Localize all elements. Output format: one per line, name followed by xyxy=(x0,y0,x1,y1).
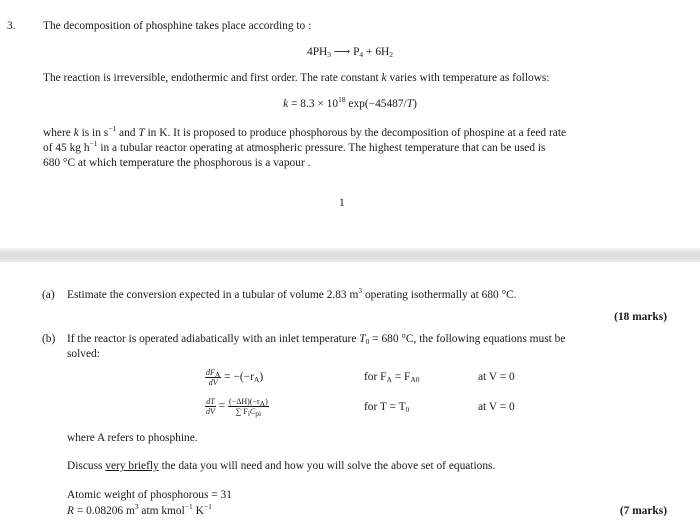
question-number: 3. xyxy=(7,20,16,32)
reaction-desc-k: k xyxy=(381,72,387,84)
part-b-line1-b: = 680 °C, the following equations must be xyxy=(369,333,566,345)
paragraph-line-1 xyxy=(43,126,566,141)
ode2-eq: = xyxy=(218,400,226,413)
part-b-line1-a: If the reactor is operated adiabatically with an inlet temperature xyxy=(67,333,360,345)
para2-a: of 45 kg h xyxy=(43,142,90,154)
product2-sub: 2 xyxy=(389,50,393,59)
gas-constant-c: atm kmol xyxy=(138,505,185,517)
ode-1 xyxy=(205,368,263,387)
ode1-rhs-close: ) xyxy=(259,371,264,384)
plus-sign: + xyxy=(366,46,373,58)
atomic-weight: Atomic weight of phosphorous = 31 xyxy=(67,489,232,501)
rate-rhs: exp(−45487/ xyxy=(345,98,407,110)
ode2-rhs-num-close: ) xyxy=(265,397,268,406)
part-a-marks: (18 marks) xyxy=(614,311,667,323)
part-b-marks: (7 marks) xyxy=(619,505,667,517)
gas-constant-b: = 0.08206 m xyxy=(73,505,135,517)
part-b-T0-sub: 0 xyxy=(365,337,370,346)
part-b-label: (b) xyxy=(42,333,56,345)
para1-T: T xyxy=(138,127,145,139)
rate-T: T xyxy=(406,98,414,110)
ode2-rhs-den-c-sub: pi xyxy=(255,409,262,418)
para1-sup: −1 xyxy=(108,124,117,133)
product1: P xyxy=(353,46,360,58)
ode2-den: dV xyxy=(206,407,215,416)
ode1-cond-eq: = F xyxy=(391,371,411,383)
ode1-cond: for F xyxy=(364,371,387,383)
discuss-text xyxy=(67,459,495,474)
ode1-cond-sub: A xyxy=(386,375,392,384)
ode1-num: dF xyxy=(206,368,215,377)
ode1-cond-sub2: A0 xyxy=(410,375,420,384)
ode2-rhs-den: ∑ F xyxy=(235,407,248,416)
gas-constant-sup3: −1 xyxy=(203,502,212,511)
para2-sup: −1 xyxy=(89,139,98,148)
reaction-desc-b: varies with temperature as follows: xyxy=(389,72,550,84)
ode1-den: dV xyxy=(208,378,218,387)
intro-text: The decomposition of phosphine takes place according to : xyxy=(43,20,312,32)
page-gap xyxy=(0,248,700,262)
gas-constant-sup2: −1 xyxy=(184,502,193,511)
product2: 6H xyxy=(375,46,390,58)
rate-equation xyxy=(0,97,700,112)
ode2-rhs-den-c: C xyxy=(249,407,256,416)
reactant: 4PH xyxy=(307,46,328,58)
reaction-arrow: ⟶ xyxy=(333,46,351,58)
ode-1-condition xyxy=(364,370,420,385)
gas-constant xyxy=(67,504,212,519)
rate-exp: 18 xyxy=(338,95,346,104)
page-number: 1 xyxy=(339,197,345,209)
discuss-b: the data you will need and how you will solve the above set of equations. xyxy=(158,460,496,472)
ode1-derivative xyxy=(205,368,221,387)
ode2-rhs-num: (−ΔH)(−r xyxy=(229,397,260,406)
reactant-sub: 3 xyxy=(327,50,332,59)
ode2-cond: for T = T xyxy=(364,401,406,413)
part-b-T0: T xyxy=(359,333,366,345)
where-text: where A refers to phosphine. xyxy=(67,432,198,444)
reaction-description xyxy=(43,71,550,86)
ode-2-at: at V = 0 xyxy=(478,401,515,413)
part-b-line-2: solved: xyxy=(67,348,100,360)
ode1-rhs-sub: A xyxy=(253,375,260,385)
para1-k: k xyxy=(73,127,79,139)
part-a-text-b: operating isothermally at 680 °C. xyxy=(362,289,517,301)
rate-close: ) xyxy=(413,98,417,110)
para1-a: where xyxy=(43,127,74,139)
part-a-sup: 3 xyxy=(358,286,363,295)
para1-b: is in s xyxy=(78,127,109,139)
paragraph-line-3: 680 °C at which temperature the phosphorous is a vapour . xyxy=(43,157,311,169)
ode2-rhs-fraction xyxy=(228,397,269,416)
gas-constant-d: K xyxy=(192,505,204,517)
paragraph-line-2 xyxy=(43,141,545,156)
discuss-a: Discuss xyxy=(67,460,106,472)
product1-sub: 4 xyxy=(359,50,364,59)
ode2-num: dT xyxy=(206,397,215,406)
gas-constant-R: R xyxy=(67,505,74,517)
reaction-equation xyxy=(0,45,700,60)
ode1-num-sub: A xyxy=(214,370,221,379)
part-a-text xyxy=(67,288,517,303)
part-a-label: (a) xyxy=(42,289,55,301)
ode-2-condition xyxy=(364,400,409,415)
ode2-rhs-num-sub: A xyxy=(259,399,266,408)
ode-2 xyxy=(205,397,269,416)
ode1-rhs: = −(−r xyxy=(224,371,254,384)
para1-c: and xyxy=(116,127,139,139)
ode-1-at: at V = 0 xyxy=(478,371,515,383)
para2-b: in a tubular reactor operating at atmospheric pressure. The highest temperature that can be used is xyxy=(97,142,546,154)
reaction-desc-a: The reaction is irreversible, endothermic and first order. The rate constant xyxy=(43,72,379,84)
part-a-text-a: Estimate the conversion expected in a tubular of volume 2.83 m xyxy=(67,289,359,301)
part-b-line-1 xyxy=(67,332,565,347)
para1-d: in K. It is proposed to produce phosphorous by the decomposition of phospine at a feed rate xyxy=(144,127,567,139)
gas-constant-sup1: 3 xyxy=(134,502,139,511)
ode2-cond-sub: 0 xyxy=(405,405,410,414)
rate-lhs: k xyxy=(283,98,289,110)
discuss-underlined: very briefly xyxy=(105,460,159,472)
ode2-rhs-den-sub: i xyxy=(247,409,250,418)
rate-mid: = 8.3 × 10 xyxy=(288,98,339,110)
ode2-derivative xyxy=(205,397,216,416)
